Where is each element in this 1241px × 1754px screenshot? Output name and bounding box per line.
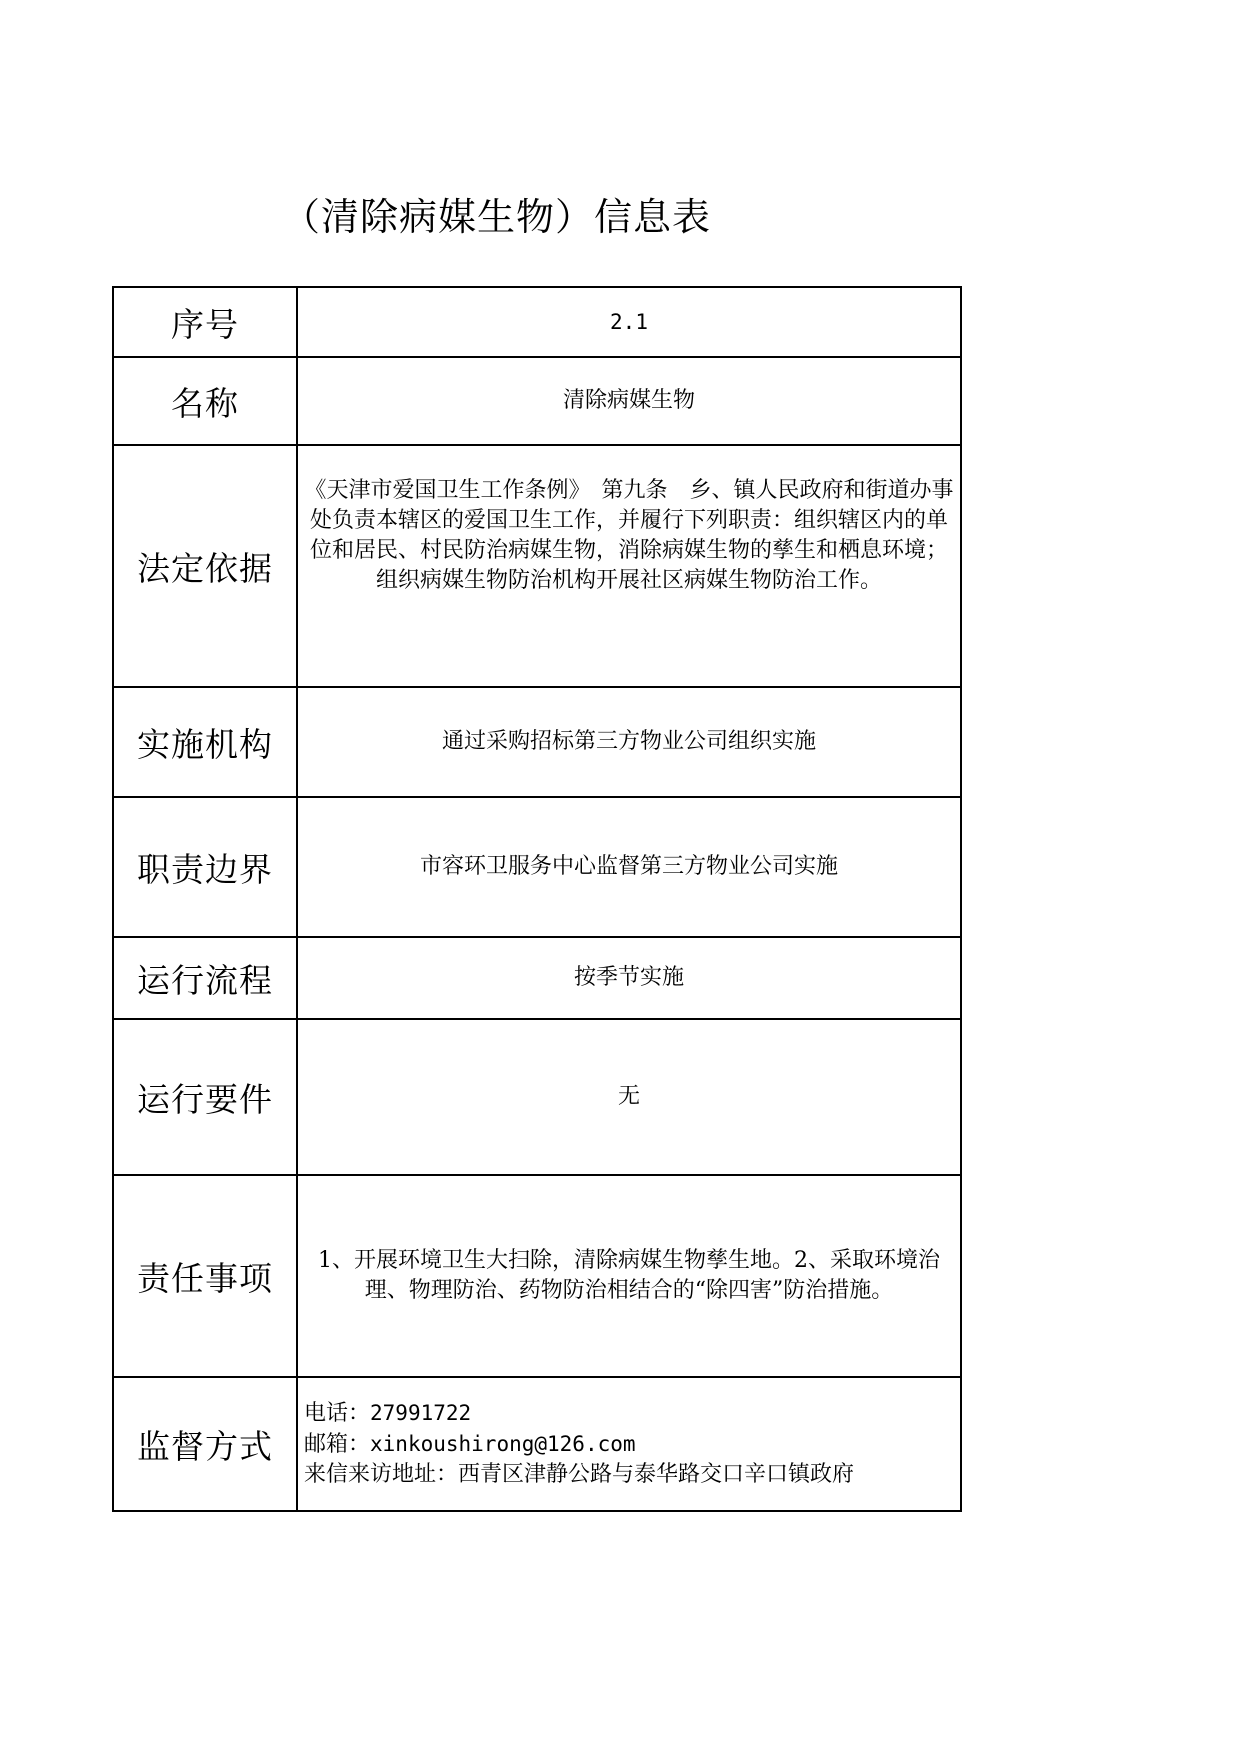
table-row-responsibility-boundary — [113, 797, 961, 937]
legal-basis-label: 法定依据 — [113, 445, 297, 687]
requirements-label: 运行要件 — [113, 1019, 297, 1175]
table-row-implementing-body — [113, 687, 961, 797]
table-row-duties — [113, 1175, 961, 1377]
legal-basis-value — [297, 445, 961, 687]
responsibility-boundary-label: 职责边界 — [113, 797, 297, 937]
process-value: 按季节实施 — [297, 937, 961, 1019]
info-table — [112, 286, 962, 1512]
page-title: （清除病媒生物）信息表 — [282, 195, 712, 239]
name-value: 清除病媒生物 — [297, 357, 961, 445]
table-row-legal-basis — [113, 445, 961, 687]
email-address: xinkoushirong@126.com — [370, 1432, 636, 1456]
contact-address — [304, 1460, 960, 1490]
table-row-serial — [113, 287, 961, 357]
process-label: 运行流程 — [113, 937, 297, 1019]
serial-label: 序号 — [113, 287, 297, 357]
requirements-value: 无 — [297, 1019, 961, 1175]
phone-number: 27991722 — [370, 1401, 472, 1425]
contact-phone — [304, 1398, 960, 1429]
implementing-body-value: 通过采购招标第三方物业公司组织实施 — [297, 687, 961, 797]
phone-label: 电话： — [304, 1401, 371, 1426]
contact-email — [304, 1429, 960, 1460]
table-row-supervision — [113, 1377, 961, 1511]
duties-label: 责任事项 — [113, 1175, 297, 1377]
table-row-name — [113, 357, 961, 445]
table-row-process — [113, 937, 961, 1019]
implementing-body-label: 实施机构 — [113, 687, 297, 797]
name-label: 名称 — [113, 357, 297, 445]
email-label: 邮箱： — [304, 1432, 371, 1457]
responsibility-boundary-value: 市容环卫服务中心监督第三方物业公司实施 — [297, 797, 961, 937]
duties-value — [297, 1175, 961, 1377]
supervision-label: 监督方式 — [113, 1377, 297, 1511]
duties-text: 1、开展环境卫生大扫除，清除病媒生物孳生地。2、采取环境治理、物理防治、药物防治相结合的“除四害”防治措施。 — [318, 1248, 940, 1303]
mailing-address: 西青区津静公路与泰华路交口辛口镇政府 — [458, 1462, 855, 1487]
supervision-value — [297, 1377, 961, 1511]
legal-basis-text: 《天津市爱国卫生工作条例》 第九条 乡、镇人民政府和街道办事处负责本辖区的爱国卫生工作，并履行下列职责：组织辖区内的单位和居民、村民防治病媒生物，消除病媒生物的孳生和栖息环境；组织病媒生物防治机构开展社区病媒生物防治工作。 — [304, 478, 954, 593]
serial-value: 2.1 — [297, 287, 961, 357]
table-row-requirements — [113, 1019, 961, 1175]
address-label: 来信来访地址： — [304, 1462, 459, 1487]
